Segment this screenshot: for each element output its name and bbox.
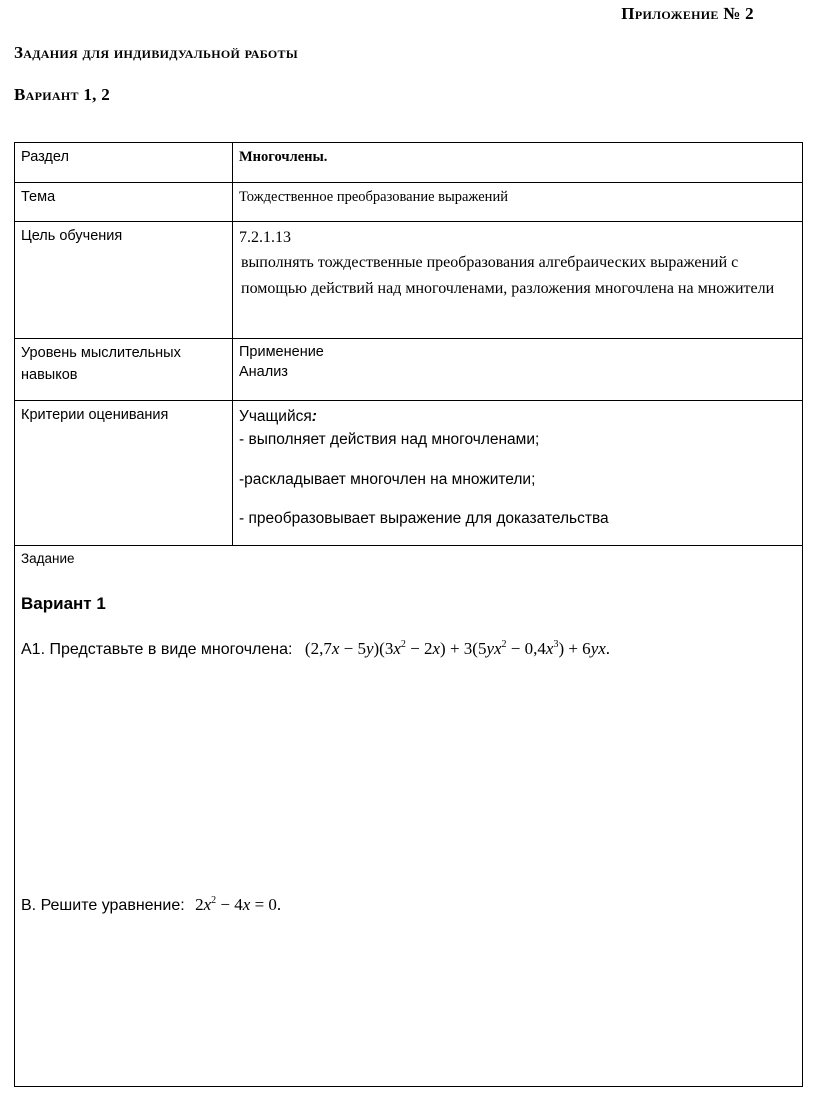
row-goal	[15, 222, 803, 339]
row-topic	[15, 183, 803, 222]
task-variant-title: Вариант 1	[21, 594, 106, 613]
question-a1-formula: $(2,7x - 5y)(3x^2 - 2x) + 3(5yx^2 - 0,4x^3) + 6yx$.	[304, 639, 611, 658]
task-sheet-table	[14, 142, 803, 1087]
topic-value: Тождественное преобразование выражений	[233, 183, 803, 222]
criteria-item-1: - выполняет действия над многочленами;	[239, 431, 540, 449]
row-task	[15, 546, 803, 1087]
task-label: Задание	[21, 551, 75, 566]
question-b	[21, 892, 281, 918]
topic-label: Тема	[15, 183, 233, 222]
criteria-cell	[233, 401, 803, 546]
question-a1-text: А1. Представьте в виде многочлена:	[21, 641, 293, 658]
variant-heading: Вариант 1, 2	[14, 85, 111, 104]
task-cell	[15, 546, 803, 1087]
thinking-level-2: Анализ	[239, 363, 288, 380]
tasks-heading: Задания для индивидуальной работы	[14, 43, 298, 62]
question-b-formula: $2x^2 - 4x = 0$.	[195, 895, 282, 914]
question-b-text: В. Решите уравнение:	[21, 897, 185, 914]
goal-code: 7.2.1.13	[239, 229, 291, 246]
criteria-label: Критерии оценивания	[15, 401, 233, 546]
thinking-level-1: Применение	[239, 344, 324, 360]
goal-text: выполнять тождественные преобразования алгебраических выражений с помощью действий над многочленами, разложения многочлена на множители	[241, 254, 775, 297]
row-section	[15, 143, 803, 183]
criteria-lead	[239, 405, 796, 428]
goal-label: Цель обучения	[15, 222, 233, 339]
question-a1	[21, 636, 610, 662]
thinking-label: Уровень мыслительных навыков	[15, 339, 233, 401]
criteria-item-3: - преобразовывает выражение для доказательства	[239, 509, 609, 527]
thinking-cell	[233, 339, 803, 401]
row-thinking	[15, 339, 803, 401]
appendix-label: Приложение № 2	[621, 4, 754, 23]
section-value: Многочлены.	[233, 143, 803, 183]
row-criteria	[15, 401, 803, 546]
goal-cell	[233, 222, 803, 339]
criteria-lead-colon: :	[311, 408, 317, 425]
criteria-lead-word: Учащийся	[239, 408, 312, 425]
section-label: Раздел	[15, 143, 233, 183]
criteria-item-2: -раскладывает многочлен на множители;	[239, 470, 536, 488]
